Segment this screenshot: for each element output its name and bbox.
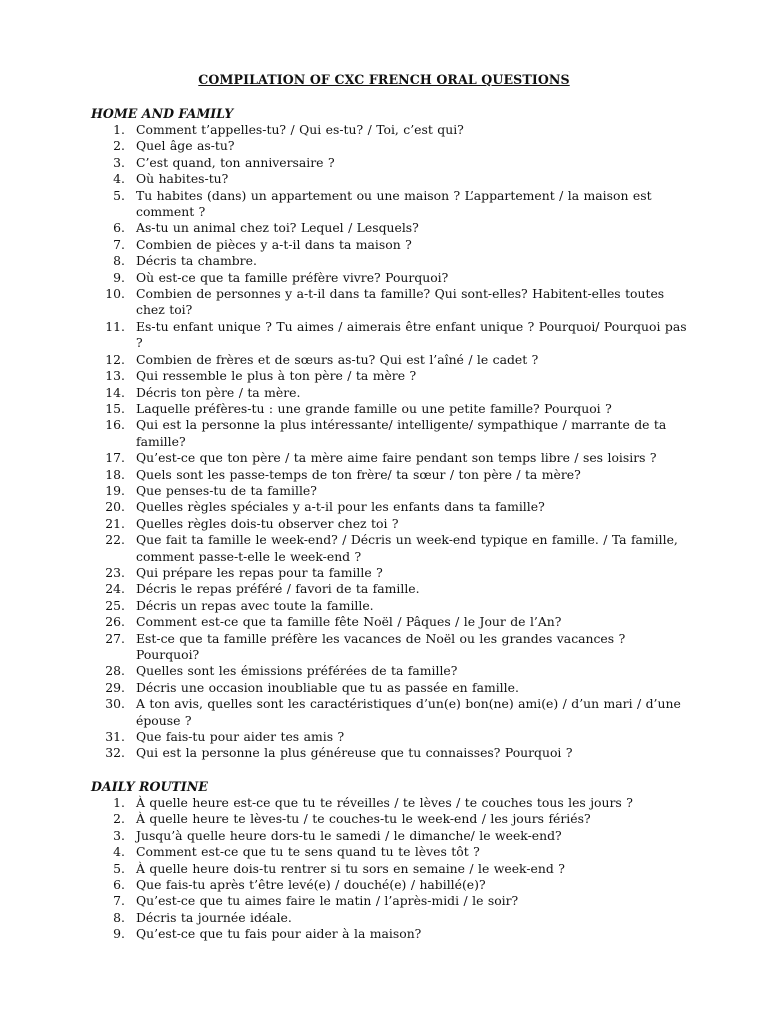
question-number: 15. (105, 400, 125, 416)
question-text: Qui est la personne la plus généreuse que tu connaisses? Pourquoi ? (136, 745, 573, 761)
question-item (91, 828, 691, 844)
question-item (91, 237, 691, 253)
question-item (91, 188, 691, 221)
question-item (91, 532, 691, 565)
question-number: 4. (113, 171, 125, 187)
question-text: Comment est-ce que tu te sens quand tu te lèves tôt ? (136, 844, 480, 860)
question-text: Quels sont les passe-temps de ton frère/ ta sœur / ton père / ta mère? (136, 466, 581, 482)
question-text: Décris le repas préféré / favori de ta famille. (136, 581, 420, 597)
question-item (91, 926, 691, 942)
question-text: Que fais-tu après t’être levé(e) / douché(e) / habillé(e)? (136, 877, 486, 893)
question-number: 5. (113, 860, 125, 876)
question-item (91, 861, 691, 877)
question-number: 3. (113, 154, 125, 170)
question-text: Décris un repas avec toute la famille. (136, 597, 374, 613)
question-text: Quel âge as-tu? (136, 138, 235, 154)
question-item (91, 811, 691, 827)
question-item (91, 368, 691, 384)
question-number: 3. (113, 827, 125, 843)
question-text: Où est-ce que ta famille préfère vivre? Pourquoi? (136, 269, 449, 285)
question-item (91, 499, 691, 515)
question-number: 2. (113, 811, 125, 827)
document-title: COMPILATION OF CXC FRENCH ORAL QUESTIONS (198, 72, 570, 87)
question-text: Qu’est-ce que tu fais pour aider à la maison? (136, 926, 422, 942)
section-heading-home-and-family: HOME AND FAMILY (91, 106, 234, 121)
question-list-daily-routine (91, 795, 691, 943)
question-number: 7. (113, 236, 125, 252)
question-list-home-and-family (91, 122, 691, 762)
question-item (91, 729, 691, 745)
question-text: Décris ton père / ta mère. (136, 384, 301, 400)
question-text: Quelles sont les émissions préférées de ta famille? (136, 663, 458, 679)
question-text: Quelles règles dois-tu observer chez toi ? (136, 515, 399, 531)
question-item (91, 483, 691, 499)
question-text: Décris ta journée idéale. (136, 909, 292, 925)
question-item (91, 696, 691, 729)
question-item (91, 663, 691, 679)
question-text: Que fais-tu pour aider tes amis ? (136, 729, 345, 745)
question-number: 4. (113, 844, 125, 860)
question-item (91, 450, 691, 466)
question-item (91, 417, 691, 450)
question-number: 31. (105, 729, 125, 745)
question-item (91, 614, 691, 630)
question-text: Comment t’appelles-tu? / Qui es-tu? / Toi, c’est qui? (136, 122, 464, 137)
question-item (91, 253, 691, 269)
question-number: 6. (113, 877, 125, 893)
question-number: 9. (113, 926, 125, 942)
question-item (91, 270, 691, 286)
question-text: Comment est-ce que ta famille fête Noël / Pâques / le Jour de l’An? (136, 614, 562, 630)
question-text: Décris ta chambre. (136, 253, 257, 269)
question-text: C’est quand, ton anniversaire ? (136, 154, 335, 170)
question-item (91, 893, 691, 909)
question-item (91, 401, 691, 417)
question-number: 8. (113, 909, 125, 925)
question-number: 1. (113, 122, 125, 137)
question-item (91, 745, 691, 761)
question-item (91, 631, 691, 664)
question-text: Que fait ta famille le week-end? / Décris un week-end typique en famille. / Ta famille, comment passe-t-elle le week-end ? (136, 532, 678, 564)
question-item (91, 352, 691, 368)
question-text: Qui est la personne la plus intéressante/ intelligente/ sympathique / marrante de ta famille? (136, 417, 667, 449)
question-number: 21. (105, 515, 125, 531)
question-text: Es-tu enfant unique ? Tu aimes / aimerais être enfant unique ? Pourquoi/ Pourquoi pas ? (136, 318, 687, 351)
question-item (91, 844, 691, 860)
question-text: Jusqu’à quelle heure dors-tu le samedi / le dimanche/ le week-end? (136, 827, 562, 843)
question-number: 5. (113, 187, 125, 203)
question-text: Décris une occasion inoubliable que tu as passée en famille. (136, 679, 519, 695)
question-item (91, 516, 691, 532)
question-number: 14. (105, 384, 125, 400)
question-text: À quelle heure dois-tu rentrer si tu sors en semaine / le week-end ? (136, 860, 565, 876)
question-text: Laquelle préfères-tu : une grande famille ou une petite famille? Pourquoi ? (136, 400, 612, 416)
question-number: 12. (105, 351, 125, 367)
question-number: 29. (105, 679, 125, 695)
question-text: À quelle heure te lèves-tu / te couches-tu le week-end / les jours fériés? (136, 811, 591, 827)
question-item (91, 467, 691, 483)
question-item (91, 598, 691, 614)
question-number: 26. (105, 614, 125, 630)
question-item (91, 680, 691, 696)
question-item (91, 910, 691, 926)
question-text: As-tu un animal chez toi? Lequel / Lesquels? (136, 220, 419, 236)
question-number: 8. (113, 253, 125, 269)
question-text: Quelles règles spéciales y a-t-il pour les enfants dans ta famille? (136, 499, 545, 515)
question-text: Est-ce que ta famille préfère les vacances de Noël ou les grandes vacances ? Pourquoi? (136, 630, 626, 662)
question-number: 25. (105, 597, 125, 613)
question-text: A ton avis, quelles sont les caractéristiques d’un(e) bon(ne) ami(e) / d’un mari / d’une épouse ? (136, 696, 681, 728)
question-text: À quelle heure est-ce que tu te réveilles / te lèves / te couches tous les jours ? (136, 795, 633, 810)
question-number: 27. (105, 630, 125, 646)
question-number: 6. (113, 220, 125, 236)
question-number: 22. (105, 532, 125, 548)
question-number: 11. (105, 318, 125, 334)
question-item (91, 319, 691, 352)
question-item (91, 795, 691, 811)
question-number: 17. (105, 450, 125, 466)
question-number: 24. (105, 581, 125, 597)
question-text: Qui prépare les repas pour ta famille ? (136, 564, 383, 580)
question-text: Que penses-tu de ta famille? (136, 482, 317, 498)
question-text: Qu’est-ce que tu aimes faire le matin / l’après-midi / le soir? (136, 893, 519, 909)
question-text: Combien de pièces y a-t-il dans ta maison ? (136, 236, 412, 252)
question-item (91, 138, 691, 154)
question-item (91, 877, 691, 893)
question-item (91, 155, 691, 171)
question-text: Combien de personnes y a-t-il dans ta famille? Qui sont-elles? Habitent-elles toutes chez toi? (136, 286, 665, 318)
question-number: 18. (105, 466, 125, 482)
question-text: Qu’est-ce que ton père / ta mère aime faire pendant son temps libre / ses loisirs ? (136, 450, 657, 466)
question-number: 2. (113, 138, 125, 154)
question-item (91, 286, 691, 319)
question-item (91, 581, 691, 597)
question-number: 9. (113, 269, 125, 285)
question-item (91, 385, 691, 401)
question-number: 28. (105, 663, 125, 679)
question-item (91, 122, 691, 138)
question-text: Qui ressemble le plus à ton père / ta mère ? (136, 368, 417, 384)
question-number: 20. (105, 499, 125, 515)
question-number: 7. (113, 893, 125, 909)
question-item (91, 171, 691, 187)
question-item (91, 565, 691, 581)
question-text: Tu habites (dans) un appartement ou une maison ? L’appartement / la maison est comment ? (136, 187, 652, 220)
question-number: 19. (105, 482, 125, 498)
question-text: Combien de frères et de sœurs as-tu? Qui est l’aîné / le cadet ? (136, 351, 539, 367)
question-number: 32. (105, 745, 125, 761)
question-item (91, 220, 691, 236)
question-number: 10. (105, 286, 125, 302)
question-number: 16. (105, 417, 125, 433)
question-number: 13. (105, 368, 125, 384)
question-number: 30. (105, 696, 125, 712)
question-text: Où habites-tu? (136, 171, 229, 187)
question-number: 23. (105, 564, 125, 580)
section-heading-daily-routine: DAILY ROUTINE (91, 779, 208, 794)
question-number: 1. (113, 795, 125, 810)
